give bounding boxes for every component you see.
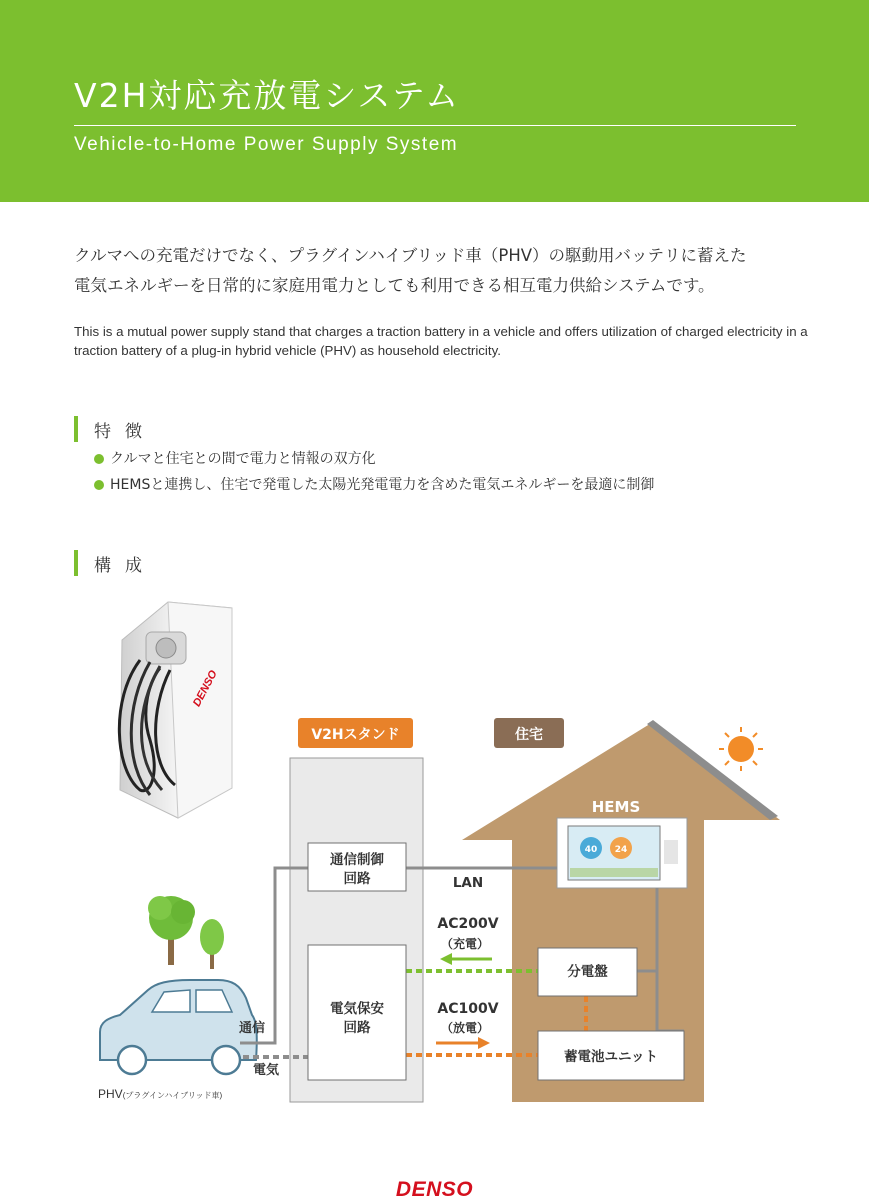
- features-list: [94, 446, 654, 498]
- features-heading: [74, 416, 156, 442]
- ac100-sub-label: （放電）: [440, 1021, 490, 1035]
- feature-text: HEMSと連携し、住宅で発電した太陽光発電電力を含めた電気エネルギーを最適に制御: [110, 477, 655, 493]
- features-heading-label: 特徴: [94, 421, 156, 442]
- ac100-label: AC100V: [437, 1001, 499, 1017]
- hems-label: HEMS: [591, 798, 641, 816]
- house-label: 住宅: [515, 727, 543, 743]
- phv-car-illustration: [100, 980, 257, 1074]
- feature-item: [94, 472, 654, 498]
- intro-jp-line: 電気エネルギーを日常的に家庭用電力としても利用できる相互電力供給システムです。: [74, 276, 715, 295]
- device-logo: DENSO: [190, 668, 220, 709]
- composition-heading: [74, 550, 156, 576]
- hems-screen-value: 40: [584, 845, 598, 855]
- intro-jp-line: クルマへの充電だけでなく、プラグインハイブリッド車（PHV）の駆動用バッテリに蓄えた: [74, 246, 747, 265]
- phv-caption: [98, 1087, 223, 1101]
- intro-english: This is a mutual power supply stand that charges a traction battery in a vehicle and offers utilization of charged electricity in a traction battery of a plug-in hybrid vehicle (PHV) as household electricity.: [74, 324, 808, 358]
- power-label: 電気: [252, 1063, 280, 1078]
- bullet-icon: [94, 480, 104, 490]
- distribution-panel-label: 分電盤: [567, 964, 608, 980]
- feature-text: クルマと住宅との間で電力と情報の双方化: [110, 451, 376, 467]
- header-divider: [74, 125, 796, 126]
- tree-icon: [148, 896, 195, 965]
- comm-label: 通信: [238, 1021, 266, 1036]
- phv-sub-label: (プラグインハイブリッド車): [122, 1091, 223, 1100]
- denso-logo: DENSO: [395, 1178, 474, 1201]
- heading-bar: [74, 416, 78, 442]
- tree-icon: [200, 919, 224, 969]
- intro-japanese: [74, 241, 834, 301]
- composition-heading-label: 構成: [94, 555, 156, 576]
- page-title: V2H対応充放電システム: [74, 76, 461, 115]
- battery-unit-label: 蓄電池ユニット: [564, 1049, 658, 1065]
- bullet-icon: [94, 454, 104, 464]
- lan-label: LAN: [452, 875, 484, 891]
- ac200-sub-label: （充電）: [440, 937, 490, 951]
- heading-bar: [74, 550, 78, 576]
- page-subtitle: Vehicle-to-Home Power Supply System: [74, 134, 459, 155]
- discharge-arrow-icon: [436, 1037, 490, 1049]
- header-band: [0, 0, 869, 202]
- charge-arrow-icon: [440, 953, 492, 965]
- v2h-device-illustration: [119, 602, 232, 818]
- system-diagram: [0, 590, 869, 1165]
- hems-controller: [557, 818, 687, 888]
- comm-control-label: 通信制御: [330, 852, 384, 868]
- safety-circuit-label: 電気保安: [330, 1001, 384, 1017]
- phv-label: PHV: [98, 1087, 123, 1101]
- hems-screen-value: 24: [614, 845, 628, 855]
- safety-circuit-label: 回路: [343, 1020, 371, 1036]
- ac200-label: AC200V: [437, 916, 499, 932]
- feature-item: [94, 446, 654, 472]
- comm-control-label: 回路: [343, 871, 371, 887]
- sun-icon: [719, 727, 763, 771]
- stand-label: V2Hスタンド: [311, 727, 400, 743]
